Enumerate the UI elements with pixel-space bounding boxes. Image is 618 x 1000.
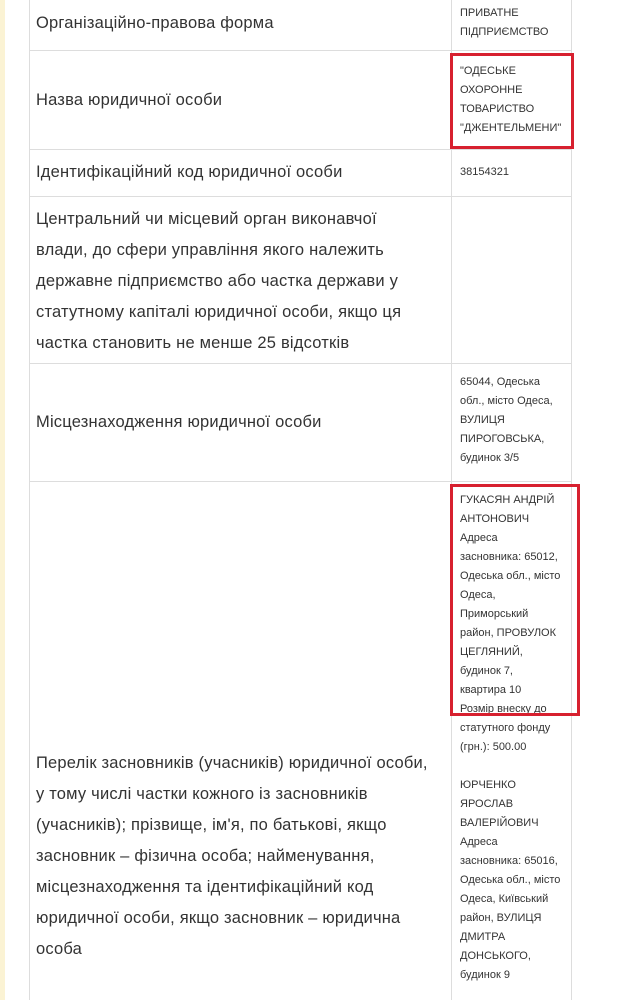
highlight-box-entity-name [450, 53, 574, 149]
highlight-box-founder-address [450, 484, 580, 716]
value-location: 65044, Одеська обл., місто Одеса, ВУЛИЦЯ ПИРОГОВСЬКА, будинок 3/5 [460, 376, 553, 464]
label-identification-code: Ідентифікаційний код юридичної особи [36, 163, 343, 181]
label-founders: Перелік засновників (учасників) юридичної особи, у тому числі частки кожного із засновників (учасників); прізвище, ім'я, по батькові, якщо засновник – фізична особа; найменування, місцезнаходження та ідентифікаційний код юридичної особи, якщо засновник – юридична особа [36, 754, 428, 958]
label-governing-authority: Центральний чи місцевий орган виконавчої влади, до сфери управління якого належить державне підприємство або частка держави у статутному капіталі юридичної особи, якщо ця частка становить не менше 25 відсотків [36, 210, 402, 352]
value-founders: ГУКАСЯН АНДРІЙ АНТОНОВИЧ Адреса засновника: 65012, Одеська обл., місто Одеса, Приморський район, ПРОВУЛОК ЦЕГЛЯНИЙ, будинок 7, квартира 10 Розмір внеску до статутного фонду (грн.): 500.00 ЮРЧЕНКО ЯРОСЛАВ ВАЛЕРІЙОВИЧ Адреса засновника: 65016, Одеська обл., місто Одеса, Київський район, ВУЛИЦЯ ДМИТРА ДОНСЬКОГО, будинок 9 [460, 494, 561, 981]
label-entity-name: Назва юридичної особи [36, 91, 223, 109]
value-entity-name: "ОДЕСЬКЕ ОХОРОННЕ ТОВАРИСТВО "ДЖЕНТЕЛЬМЕНИ" [460, 65, 562, 134]
label-location: Місцезнаходження юридичної особи [36, 413, 322, 431]
left-edge-strip [0, 0, 5, 1000]
value-identification-code: 38154321 [460, 166, 509, 178]
value-legal-form: ПРИВАТНЕ ПІДПРИЄМСТВО [460, 7, 549, 38]
label-legal-form: Організаційно-правова форма [36, 14, 274, 32]
